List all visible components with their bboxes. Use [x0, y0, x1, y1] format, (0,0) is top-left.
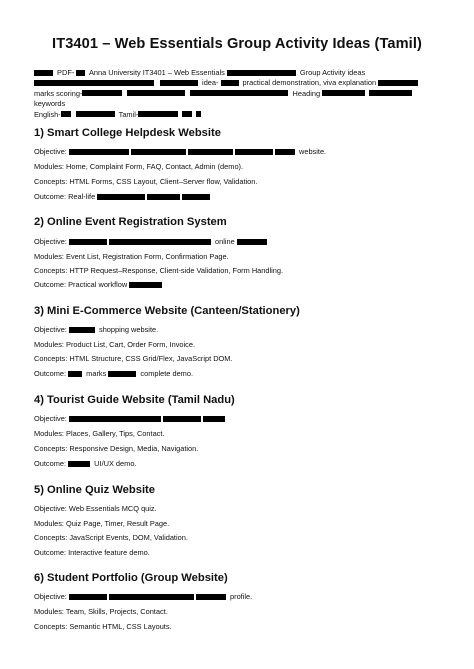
modules-line: Modules: Team, Skills, Projects, Contact. — [34, 607, 168, 616]
section-heading-6: 6) Student Portfolio (Group Website) — [34, 572, 228, 584]
objective-line — [34, 237, 269, 246]
section-heading-3: 3) Mini E-Commerce Website (Canteen/Stationery) — [34, 305, 300, 317]
redaction-bar — [196, 111, 201, 117]
modules-line: Modules: Quiz Page, Timer, Result Page. — [34, 519, 170, 528]
redaction-bar — [196, 594, 226, 600]
redaction-bar — [69, 149, 129, 155]
redaction-bar — [275, 149, 295, 155]
intro-text: keywords — [34, 99, 66, 109]
outcome-label: Outcome: — [34, 369, 67, 378]
redaction-bar — [68, 461, 90, 467]
modules-line: Modules: Product List, Cart, Order Form, Invoice. — [34, 340, 196, 349]
intro-text: English- — [34, 109, 61, 119]
intro-line-1 — [34, 68, 444, 78]
redaction-bar — [227, 70, 296, 76]
redaction-bar — [131, 149, 186, 155]
redaction-bar — [188, 149, 233, 155]
section-heading-4: 4) Tourist Guide Website (Tamil Nadu) — [34, 394, 235, 406]
intro-text: Heading — [290, 88, 323, 98]
intro-line-2 — [34, 78, 444, 88]
redaction-bar — [322, 90, 365, 96]
redaction-bar — [235, 149, 273, 155]
redaction-bar — [108, 371, 136, 377]
section-heading-2: 2) Online Event Registration System — [34, 216, 227, 228]
intro-line-3 — [34, 89, 444, 110]
outcome-label: Outcome: Practical workflow — [34, 280, 128, 289]
redaction-bar — [138, 111, 178, 117]
section-heading-5: 5) Online Quiz Website — [34, 484, 156, 496]
intro-text: practical demonstration, viva explanation — [240, 78, 377, 88]
redaction-bar — [182, 194, 210, 200]
redaction-bar — [109, 594, 194, 600]
outcome-label: Outcome: Real-life — [34, 192, 96, 201]
redaction-bar — [127, 90, 185, 96]
redaction-bar — [61, 111, 71, 117]
objective-line — [34, 592, 252, 601]
outcome-text: marks — [86, 369, 107, 378]
concepts-line: Concepts: HTTP Request–Response, Client-side Validation, Form Handling. — [34, 266, 284, 275]
modules-line: Modules: Event List, Registration Form, Confirmation Page. — [34, 252, 229, 261]
concepts-line: Concepts: HTML Forms, CSS Layout, Client–Server flow, Validation. — [34, 177, 258, 186]
modules-line: Modules: Home, Complaint Form, FAQ, Contact, Admin (demo). — [34, 162, 244, 171]
redaction-bar — [68, 371, 82, 377]
outcome-text: complete demo. — [140, 369, 194, 378]
redaction-bar — [69, 594, 107, 600]
redaction-bar — [369, 90, 412, 96]
objective-label: Objective: — [34, 414, 67, 423]
objective-line — [34, 414, 227, 423]
redaction-bar — [97, 194, 145, 200]
redaction-bar — [34, 70, 53, 76]
outcome-text: UI/UX demo. — [94, 459, 137, 468]
redaction-bar — [69, 327, 95, 333]
outcome-line — [34, 192, 212, 201]
concepts-line: Concepts: Responsive Design, Media, Navigation. — [34, 444, 199, 453]
intro-text: Anna University IT3401 – Web Essentials — [87, 68, 227, 77]
objective-label: Objective: — [34, 237, 67, 246]
concepts-line: Concepts: HTML Structure, CSS Grid/Flex, JavaScript DOM. — [34, 354, 233, 363]
objective-text: shopping website. — [99, 325, 159, 334]
objective-label: Objective: — [34, 325, 67, 334]
outcome-line: Outcome: Interactive feature demo. — [34, 548, 150, 557]
redaction-bar — [147, 194, 180, 200]
redaction-bar — [221, 80, 239, 86]
objective-text: profile. — [230, 592, 253, 601]
intro-text: Group Activity ideas — [297, 68, 366, 77]
outcome-label: Outcome: — [34, 459, 67, 468]
redaction-bar — [160, 80, 198, 86]
redaction-bar — [76, 111, 115, 117]
intro-text: Tamil- — [116, 109, 139, 119]
objective-text: online — [215, 237, 235, 246]
objective-line — [34, 325, 158, 334]
intro-paragraph — [34, 68, 444, 120]
objective-text: website. — [299, 147, 327, 156]
objective-line — [34, 147, 326, 156]
outcome-line — [34, 459, 136, 468]
modules-line: Modules: Places, Gallery, Tips, Contact. — [34, 429, 165, 438]
objective-line: Objective: Web Essentials MCQ quiz. — [34, 504, 157, 513]
redaction-bar — [190, 90, 288, 96]
redaction-bar — [182, 111, 192, 117]
objective-label: Objective: — [34, 147, 67, 156]
redaction-bar — [69, 416, 161, 422]
redaction-bar — [163, 416, 201, 422]
intro-text: idea- — [200, 78, 219, 88]
redaction-bar — [237, 239, 267, 245]
concepts-line: Concepts: Semantic HTML, CSS Layouts. — [34, 622, 172, 631]
redaction-bar — [203, 416, 225, 422]
redaction-bar — [76, 70, 85, 76]
intro-text: PDF- — [55, 68, 75, 77]
redaction-bar — [69, 239, 107, 245]
redaction-bar — [378, 80, 418, 86]
outcome-line — [34, 280, 164, 289]
redaction-bar — [129, 282, 162, 288]
intro-text: marks scoring- — [34, 88, 83, 98]
redaction-bar — [34, 80, 154, 86]
redaction-bar — [109, 239, 211, 245]
concepts-line: Concepts: JavaScript Events, DOM, Validation. — [34, 533, 188, 542]
page-title: IT3401 – Web Essentials Group Activity Ideas (Tamil) — [52, 36, 422, 52]
outcome-line — [34, 369, 193, 378]
redaction-bar — [82, 90, 122, 96]
section-heading-1: 1) Smart College Helpdesk Website — [34, 127, 221, 139]
objective-label: Objective: — [34, 592, 67, 601]
intro-line-4 — [34, 110, 444, 120]
